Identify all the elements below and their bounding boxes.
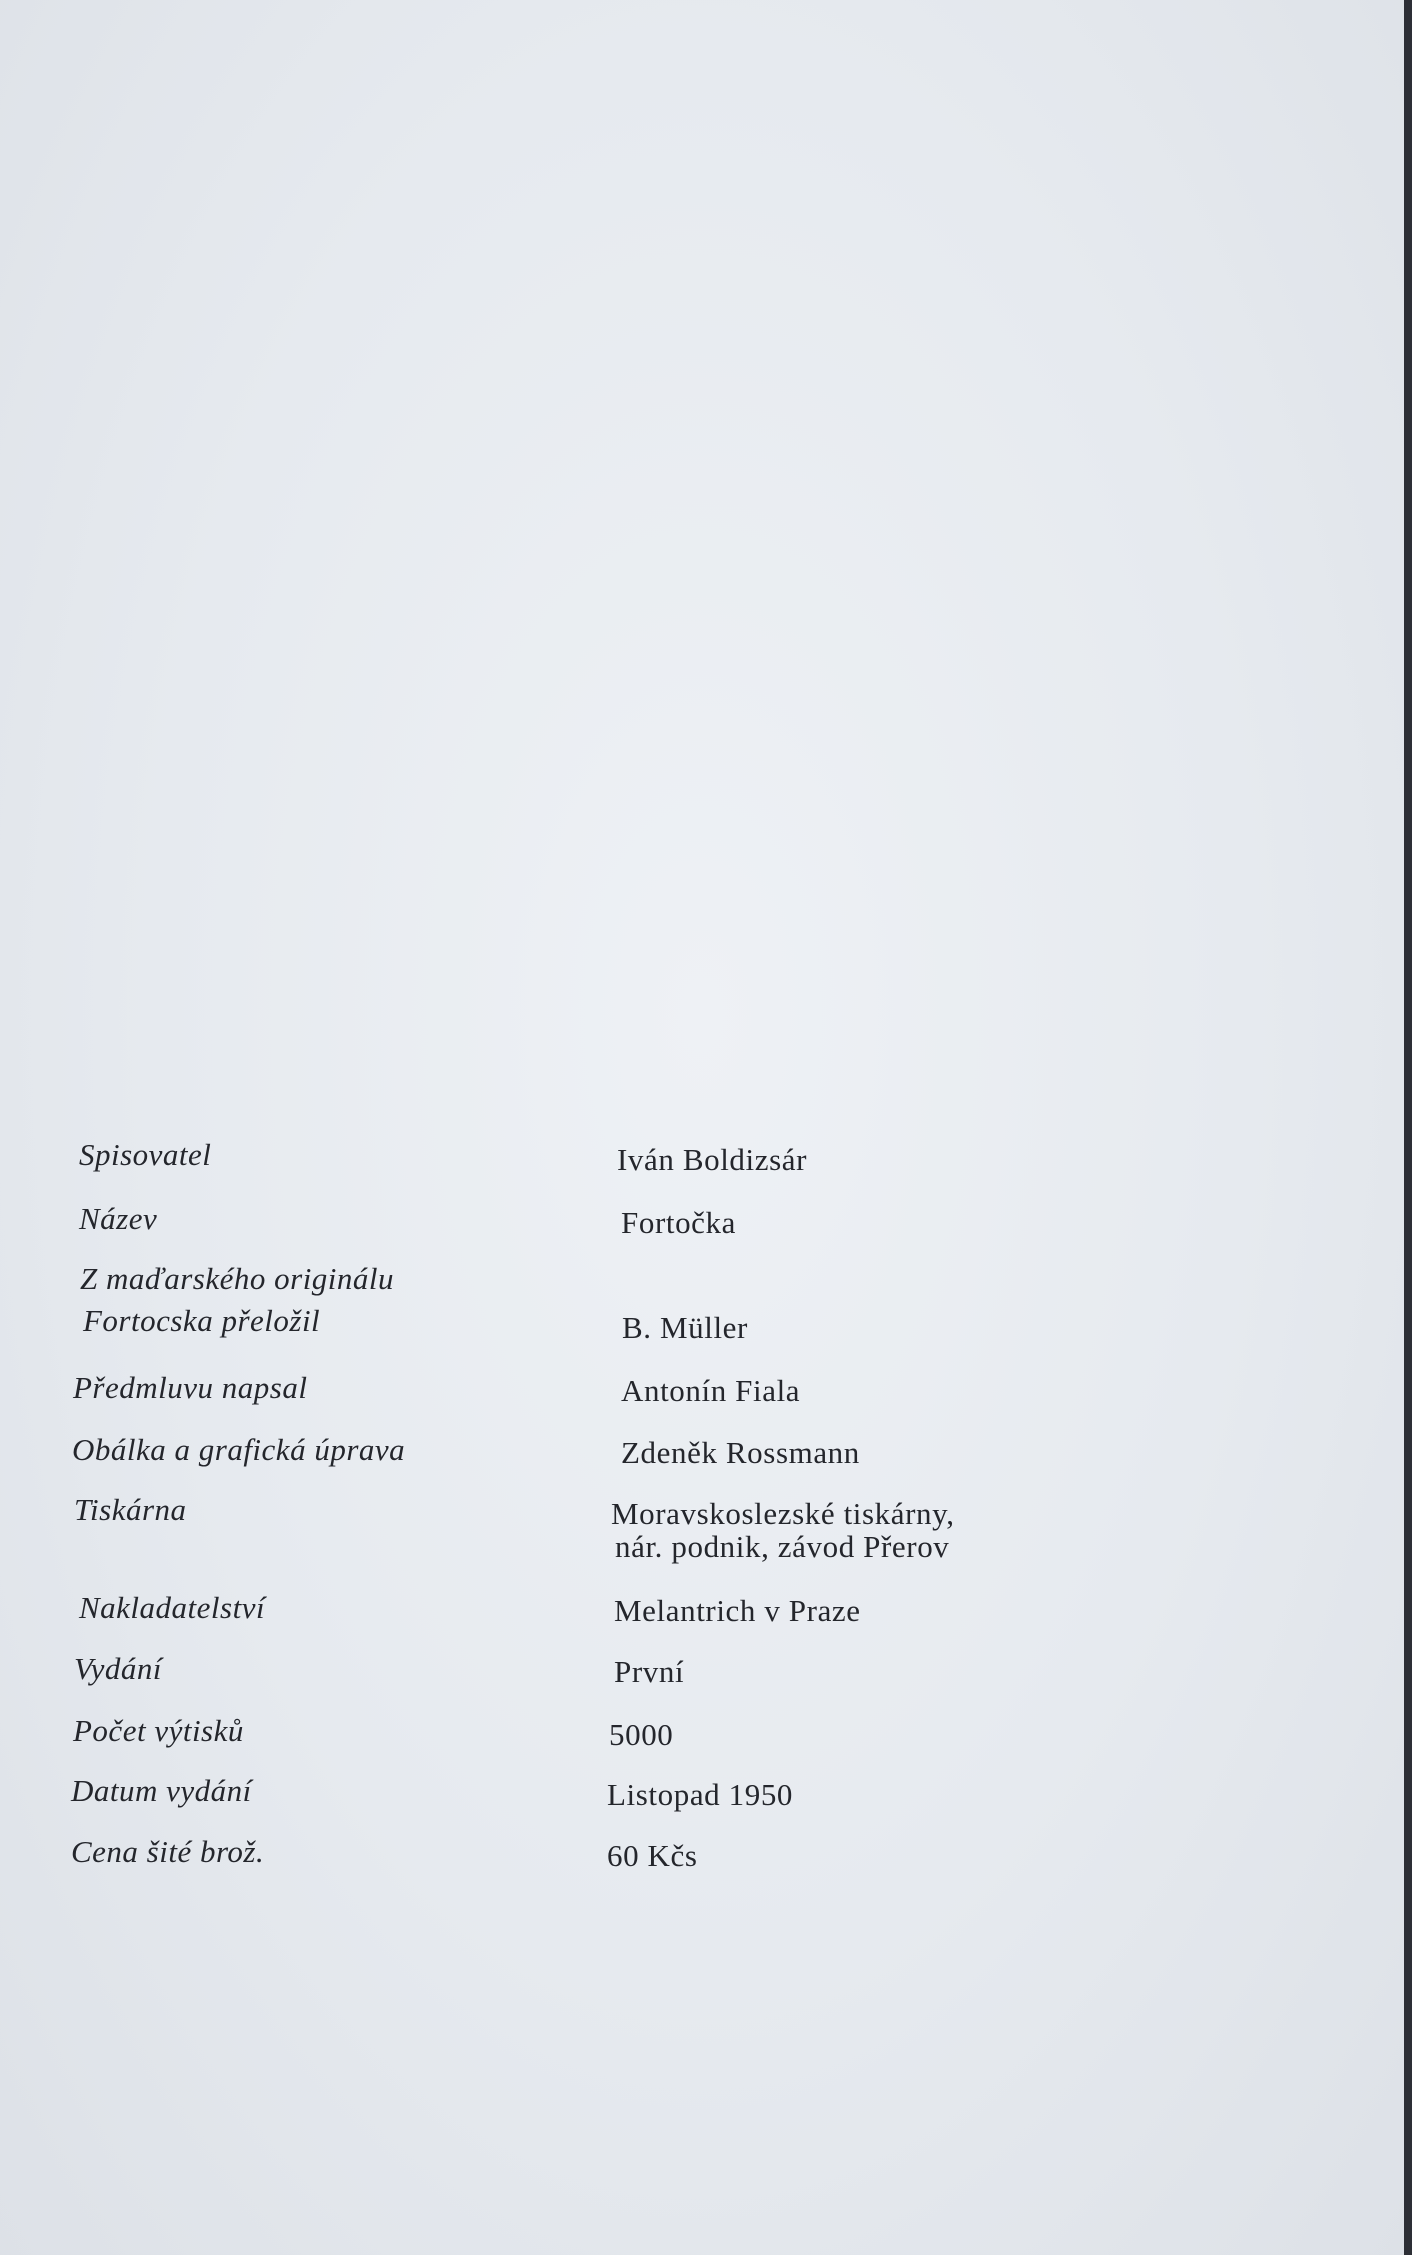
cover-design-label: Obálka a grafická úprava xyxy=(72,1432,406,1467)
printer-value-line-1: Moravskoslezské tiskárny, xyxy=(611,1496,955,1531)
print-run-value: 5000 xyxy=(609,1717,674,1752)
translator-label-line-2: Fortocska přeložil xyxy=(83,1303,321,1338)
print-run-label: Počet výtisků xyxy=(73,1713,244,1748)
page-edge-shadow xyxy=(1404,0,1412,2255)
cover-design-value: Zdeněk Rossmann xyxy=(621,1435,860,1470)
price-label: Cena šité brož. xyxy=(71,1834,265,1869)
author-value: Iván Boldizsár xyxy=(617,1142,808,1177)
publisher-label: Nakladatelství xyxy=(79,1590,266,1625)
title-value: Fortočka xyxy=(621,1205,736,1240)
foreword-label: Předmluvu napsal xyxy=(73,1370,308,1405)
author-label: Spisovatel xyxy=(79,1137,212,1172)
edition-label: Vydání xyxy=(74,1651,162,1686)
printer-label: Tiskárna xyxy=(74,1492,187,1527)
translator-value: B. Müller xyxy=(622,1310,748,1345)
price-value: 60 Kčs xyxy=(607,1838,698,1873)
translator-label-line-1: Z maďarského originálu xyxy=(80,1261,395,1296)
publisher-value: Melantrich v Praze xyxy=(614,1593,861,1628)
release-date-label: Datum vydání xyxy=(71,1773,252,1808)
foreword-value: Antonín Fiala xyxy=(621,1373,801,1408)
printer-value-line-2: nár. podnik, závod Přerov xyxy=(615,1529,950,1564)
title-label: Název xyxy=(79,1201,158,1236)
release-date-value: Listopad 1950 xyxy=(607,1777,794,1812)
printer-value xyxy=(611,1495,955,1565)
edition-value: První xyxy=(614,1654,685,1689)
